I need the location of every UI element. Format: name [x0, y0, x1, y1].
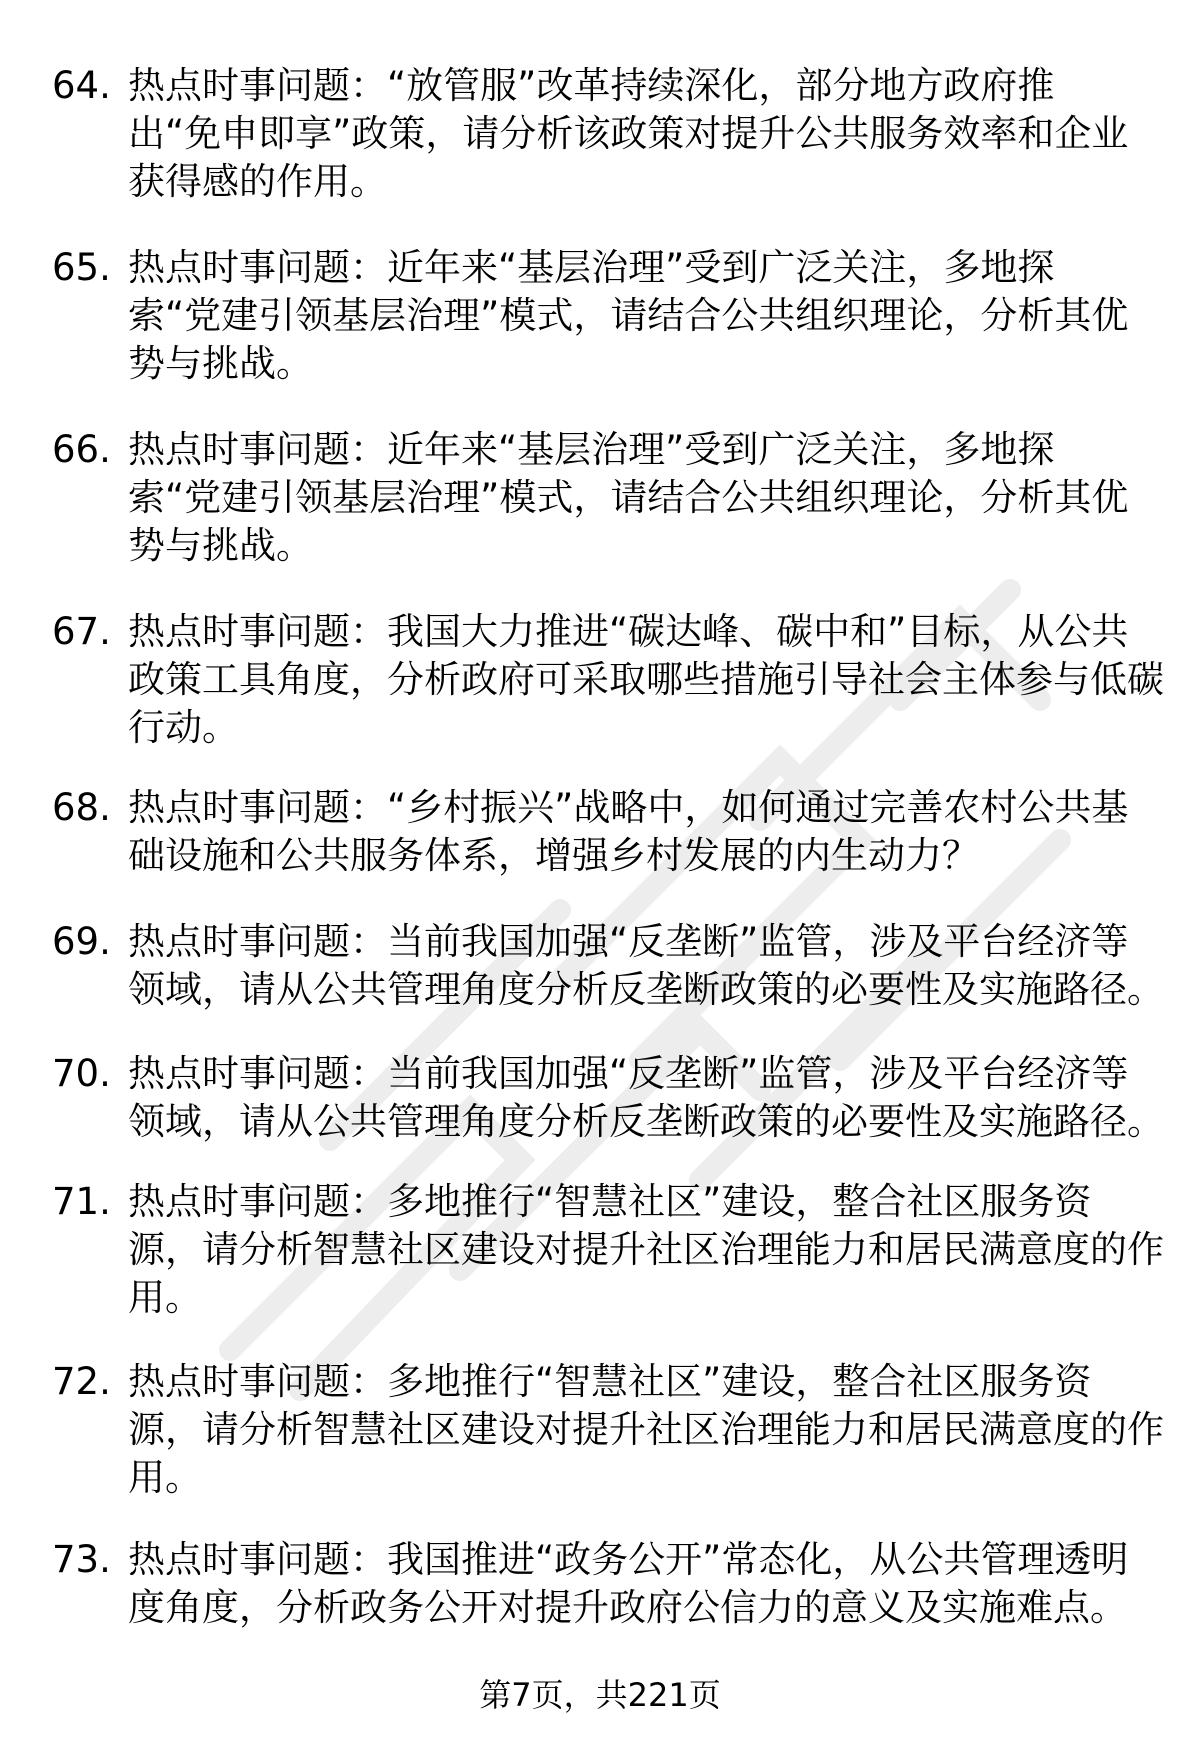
question-line: 势与挑战。	[128, 524, 313, 567]
question-number: 68.	[52, 786, 111, 829]
question-line: 领域，请从公共管理角度分析反垄断政策的必要性及实施路径。	[128, 1100, 1164, 1143]
question-line: 热点时事问题：近年来“基层治理”受到广泛关注，多地探	[128, 246, 1055, 289]
question-line: 热点时事问题：我国大力推进“碳达峰、碳中和”目标，从公共	[128, 610, 1129, 653]
question-number: 69.	[52, 920, 111, 963]
question-line: 索“党建引领基层治理”模式，请结合公共组织理论，分析其优	[128, 294, 1129, 337]
question-line: 用。	[128, 1456, 202, 1499]
question-line: 热点时事问题：“乡村振兴”战略中，如何通过完善农村公共基	[128, 786, 1129, 829]
question-line: 源，请分析智慧社区建设对提升社区治理能力和居民满意度的作	[128, 1408, 1164, 1451]
question-line: 度角度，分析政务公开对提升政府公信力的意义及实施难点。	[128, 1586, 1127, 1629]
question-number: 72.	[52, 1360, 111, 1403]
question-number: 71.	[52, 1180, 111, 1223]
question-text	[128, 426, 1138, 570]
question-line: 热点时事问题：多地推行“智慧社区”建设，整合社区服务资	[128, 1360, 1092, 1403]
question-number: 67.	[52, 610, 111, 653]
question-line: 用。	[128, 1276, 202, 1319]
question-number: 66.	[52, 428, 111, 471]
question-line: 领域，请从公共管理角度分析反垄断政策的必要性及实施路径。	[128, 968, 1164, 1011]
question-text	[128, 784, 1138, 880]
question-line: 热点时事问题：“放管服”改革持续深化，部分地方政府推	[128, 64, 1055, 107]
question-line: 热点时事问题：当前我国加强“反垄断”监管，涉及平台经济等	[128, 920, 1129, 963]
page-footer: 第7页，共221页	[479, 1676, 721, 1714]
question-line: 政策工具角度，分析政府可采取哪些措施引导社会主体参与低碳	[128, 658, 1164, 701]
question-text	[128, 608, 1164, 752]
question-text	[128, 244, 1138, 388]
question-line: 获得感的作用。	[128, 160, 387, 203]
question-number: 70.	[52, 1052, 111, 1095]
question-text	[128, 918, 1164, 1014]
question-line: 热点时事问题：我国推进“政务公开”常态化，从公共管理透明	[128, 1538, 1129, 1581]
question-text	[128, 1358, 1164, 1502]
question-line: 热点时事问题：多地推行“智慧社区”建设，整合社区服务资	[128, 1180, 1092, 1223]
question-line: 热点时事问题：近年来“基层治理”受到广泛关注，多地探	[128, 428, 1055, 471]
question-text	[128, 1050, 1164, 1146]
question-text	[128, 1536, 1138, 1632]
question-line: 势与挑战。	[128, 342, 313, 385]
question-text	[128, 62, 1138, 206]
question-text	[128, 1178, 1164, 1322]
question-line: 出“免申即享”政策，请分析该政策对提升公共服务效率和企业	[128, 112, 1129, 155]
question-line: 索“党建引领基层治理”模式，请结合公共组织理论，分析其优	[128, 476, 1129, 519]
question-number: 64.	[52, 64, 111, 107]
question-line: 行动。	[128, 706, 239, 749]
question-number: 65.	[52, 246, 111, 289]
question-line: 础设施和公共服务体系，增强乡村发展的内生动力？	[128, 834, 979, 877]
question-line: 源，请分析智慧社区建设对提升社区治理能力和居民满意度的作	[128, 1228, 1164, 1271]
question-line: 热点时事问题：当前我国加强“反垄断”监管，涉及平台经济等	[128, 1052, 1129, 1095]
question-number: 73.	[52, 1538, 111, 1581]
